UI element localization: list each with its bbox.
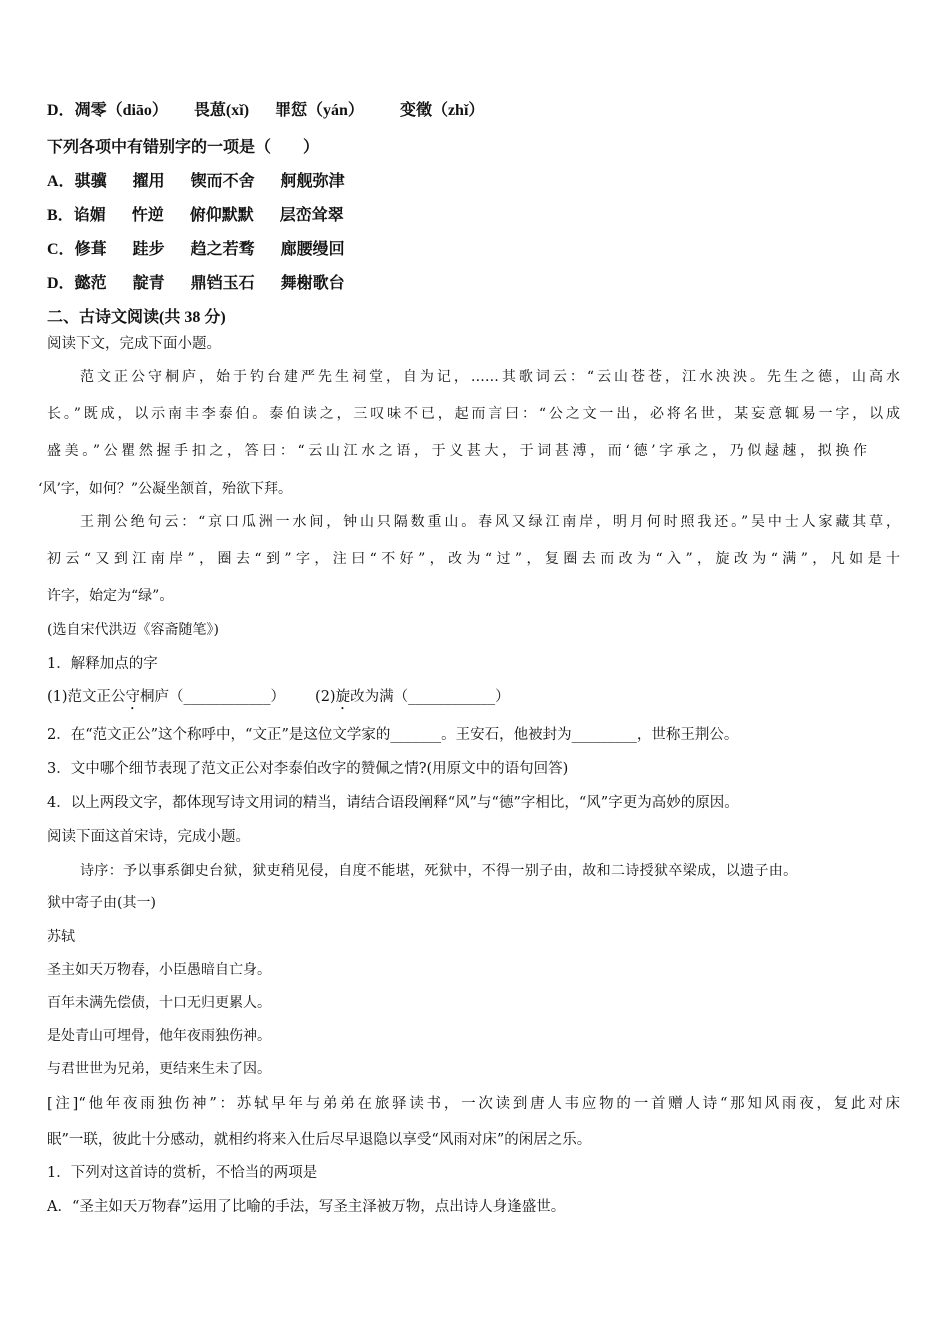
option-word-3: 趋之若骛: [190, 241, 255, 258]
poem-title: 狱中寄子由(其一): [47, 895, 156, 911]
reading-intro-1: 阅读下文，完成下面小题。: [47, 336, 221, 352]
question-4: 4．以上两段文字，都体现写诗文用词的精当，请结合语段阐释“风”与“德”字相比，“风”字更为高妙的原因。: [47, 795, 739, 811]
option-word-3: 俯仰默默: [189, 207, 254, 224]
option-word-2: 忤逆: [131, 207, 164, 224]
typo-option-b: [47, 205, 344, 227]
option-word-3: 罪愆（yán）: [275, 102, 364, 119]
reading-intro-2: 阅读下面这首宋诗，完成小题。: [47, 829, 250, 845]
poem-author: 苏轼: [47, 929, 75, 945]
option-word-1: 懿范: [74, 275, 107, 292]
q1-a-prefix: (1)范文正公: [47, 689, 126, 705]
option-label: D．: [47, 102, 75, 119]
option-word-1: 凋零（diāo）: [74, 102, 168, 119]
option-word-4: 层峦耸翠: [279, 207, 344, 224]
option-word-2: 畏葸(xǐ): [193, 102, 250, 119]
typo-option-a: [47, 171, 345, 193]
passage-line: 长。”既成，以示南丰李泰伯。泰伯读之，三叹味不已，起而言曰：“公之文一出，必将名世，某妄意辄易一字，以成: [47, 406, 900, 422]
poem-note-line: 眠”一联，彼此十分感动，就相约将来入仕后尽早退隐以享受“风雨对床”的闲居之乐。: [47, 1132, 592, 1148]
poem-line: 与君世世为兄弟，更结来生未了因。: [47, 1061, 271, 1077]
option-word-2: 靛青: [132, 275, 165, 292]
q1-b-dotted-char: 旋: [335, 689, 351, 705]
q1-a-dotted-char: 守: [125, 689, 141, 705]
option-word-2: 擢用: [132, 173, 165, 190]
poem-line: 是处青山可埋骨，他年夜雨独伤神。: [47, 1028, 271, 1044]
poem-line: 百年未满先偿债，十口无归更累人。: [47, 995, 271, 1011]
q1-b-prefix: (2): [315, 689, 336, 705]
option-label: D．: [47, 275, 75, 292]
passage-source: (选自宋代洪迈《容斋随笔》): [47, 622, 219, 638]
option-word-4: 廊腰缦回: [280, 241, 345, 258]
question-1: 1．解释加点的字: [47, 656, 158, 672]
question-1-items: [47, 686, 510, 713]
passage-line: 初云“又到江南岸”，圈去“到”字，注曰“不好”，改为“过”，复圈去而改为“入”，旋改为“满”，凡如是十: [47, 551, 900, 567]
option-word-3: 锲而不舍: [190, 173, 255, 190]
passage-line: 王荆公绝句云：“京口瓜洲一水间，钟山只隔数重山。春风又绿江南岸，明月何时照我还。”吴中士人家藏其草，: [80, 514, 900, 530]
option-word-4: 舸舰弥津: [280, 173, 345, 190]
prev-question-option-d: [47, 100, 484, 122]
typo-option-c: [47, 239, 345, 261]
option-label: B．: [47, 207, 74, 224]
poem-question-1-option-a: A．“圣主如天万物春”运用了比喻的手法，写圣主泽被万物，点出诗人身逢盛世。: [47, 1199, 566, 1215]
typo-question-stem: 下列各项中有错别字的一项是（ ）: [47, 139, 320, 156]
poem-note-line: [注]“他年夜雨独伤神”：苏轼早年与弟弟在旅驿读书，一次读到唐人韦应物的一首赠人诗“那知风雨夜，复此对床: [47, 1096, 900, 1112]
option-word-4: 变徵（zhǐ）: [399, 102, 485, 119]
passage-line: 盛美。”公瞿然握手扣之，答曰：“云山江水之语，于义甚大，于词甚溥，而‘德’字承之，乃似趢趚，拟换作: [47, 443, 867, 459]
option-word-1: 修葺: [74, 241, 107, 258]
poem-preface: 诗序：予以事系御史台狱，狱吏稍见侵，自度不能堪，死狱中，不得一别子由，故和二诗授狱卒梁成，以遗子由。: [80, 863, 798, 879]
passage-line: 许字，始定为“绿”。: [47, 588, 174, 604]
q1-a-suffix: 桐庐（____________）: [140, 689, 286, 705]
section-heading: 二、古诗文阅读(共 38 分): [47, 309, 226, 326]
question-2: 2．在“范文正公”这个称呼中，“文正”是这位文学家的_______。王安石，他被封为_________，世称王荆公。: [47, 727, 739, 743]
option-label: C．: [47, 241, 75, 258]
option-word-3: 鼎铛玉石: [190, 275, 255, 292]
option-label: A．: [47, 173, 75, 190]
option-word-1: 谄媚: [73, 207, 106, 224]
poem-question-1: 1．下列对这首诗的赏析，不恰当的两项是: [47, 1165, 318, 1181]
option-word-2: 跬步: [132, 241, 165, 258]
question-3: 3．文中哪个细节表现了范文正公对李泰伯改字的赞佩之情?(用原文中的语句回答): [47, 761, 569, 777]
passage-line: ‘风’字，如何？”公凝坐颔首，殆欲下拜。: [38, 481, 293, 497]
option-word-1: 骐骥: [74, 173, 107, 190]
poem-line: 圣主如天万物春，小臣愚暗自亡身。: [47, 962, 271, 978]
option-word-4: 舞榭歌台: [280, 275, 345, 292]
passage-line: 范文正公守桐庐，始于钓台建严先生祠堂，自为记，……其歌词云：“云山苍苍，江水泱泱。先生之德，山高水: [80, 369, 900, 385]
q1-b-suffix: 改为满（____________）: [350, 689, 510, 705]
typo-option-d: [47, 273, 345, 295]
